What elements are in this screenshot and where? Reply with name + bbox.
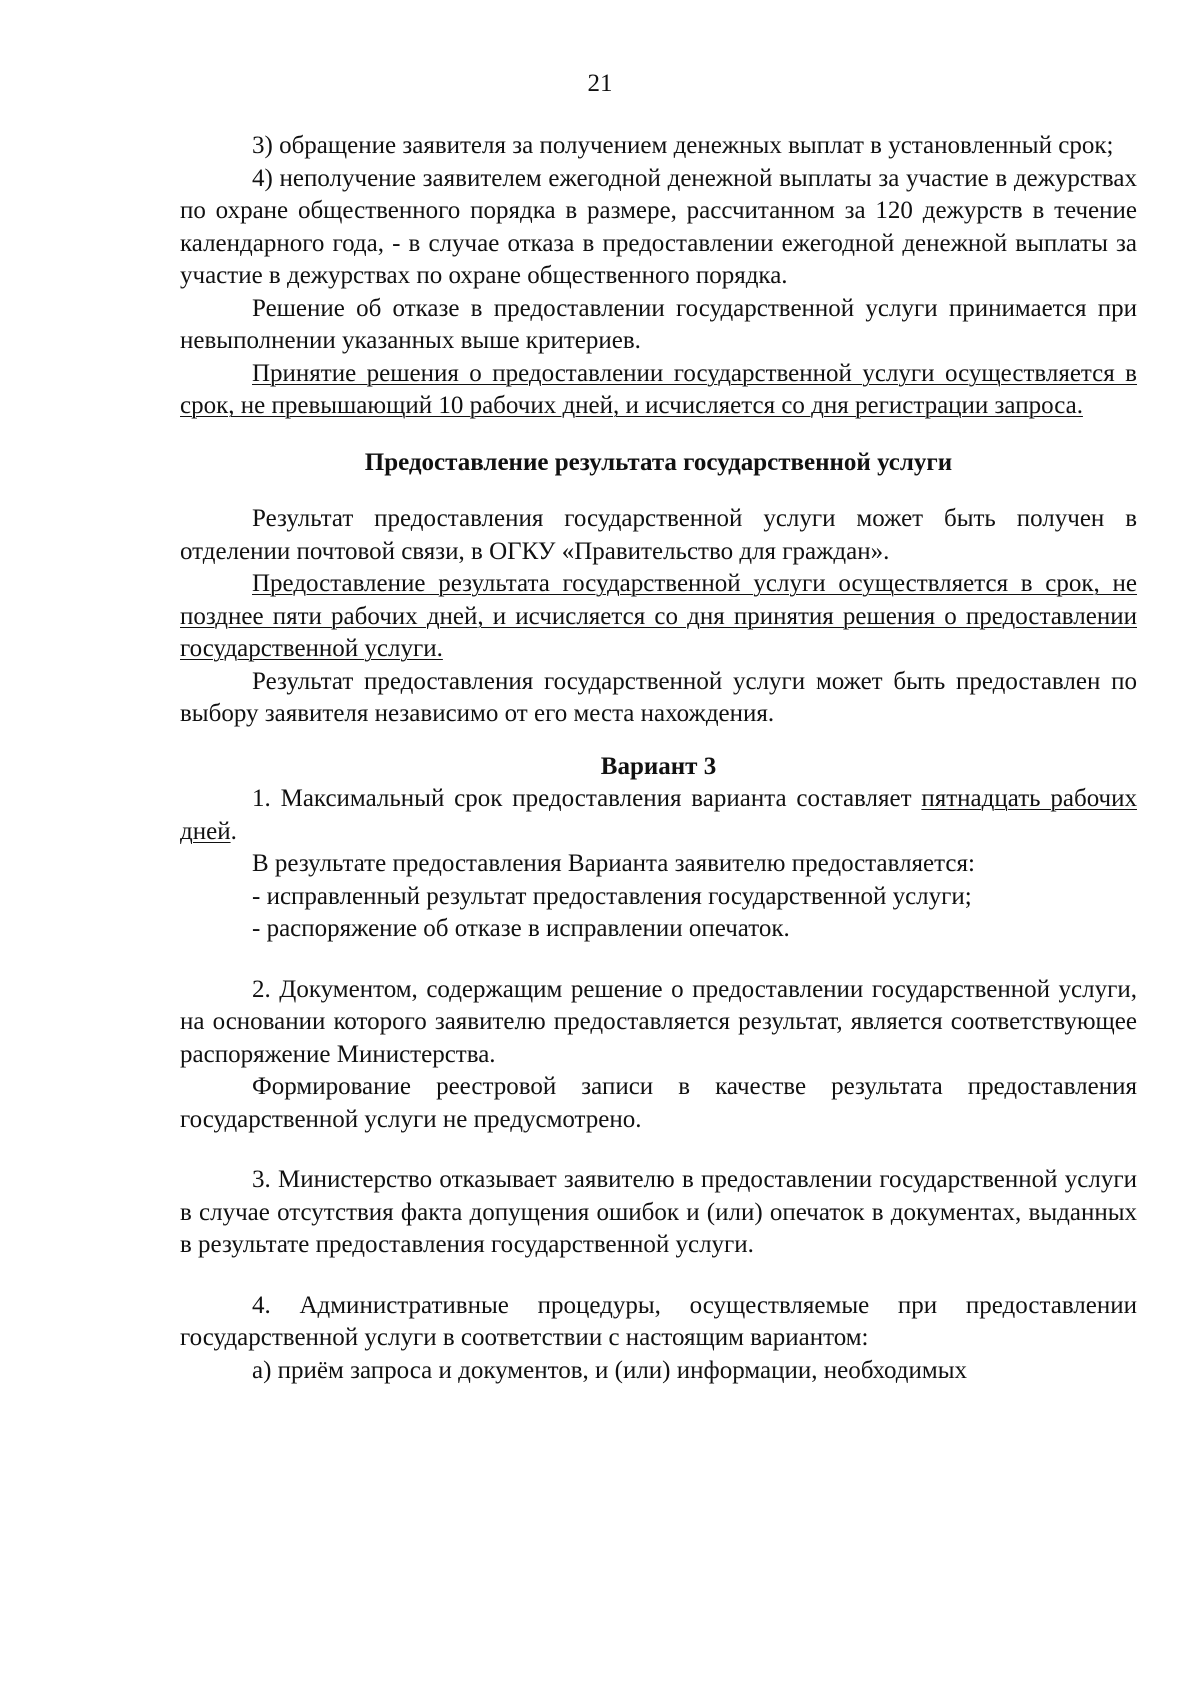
- paragraph-procedure-a: а) приём запроса и документов, и (или) информации, необходимых: [252, 1356, 968, 1384]
- section-heading-result: Предоставление результата государственной услуги: [364, 448, 953, 476]
- paragraph-max-term: [180, 783, 1137, 848]
- paragraph-decision-document: 2. Документом, содержащим решение о предоставлении государственной услуги, на основании которого заявителю предоставляется результат, является соответствующее распоряжение Министерства.: [180, 975, 1137, 1068]
- paragraph-result-location: Результат предоставления государственной услуги может быть предоставлен по выбору заявителя независимо от его места нахождения.: [180, 667, 1137, 727]
- section-heading-variant-3: Вариант 3: [600, 752, 717, 780]
- document-body: [180, 130, 1137, 1387]
- max-term-text: 1. Максимальный срок предоставления варианта составляет: [252, 785, 922, 812]
- paragraph-registry-record: Формирование реестровой записи в качестве результата предоставления государственной услуги не предусмотрено.: [180, 1073, 1137, 1133]
- max-term-days: пятнадцать рабочих дней: [180, 785, 1137, 845]
- paragraph-variant-result-intro: В результате предоставления Варианта заявителю предоставляется:: [252, 850, 975, 877]
- paragraph-decision-deadline: Принятие решения о предоставлении государственной услуги осуществляется в срок, не превышающий 10 рабочих дней, и исчисляется со дня регистрации запроса.: [180, 359, 1137, 419]
- paragraph-criterion-3: 3) обращение заявителя за получением денежных выплат в установленный срок;: [252, 132, 1114, 159]
- paragraph-refusal-decision: Решение об отказе в предоставлении государственной услуги принимается при невыполнении указанных выше критериев.: [180, 294, 1137, 354]
- list-item-corrected-result: - исправленный результат предоставления государственной услуги;: [252, 882, 972, 910]
- paragraph-admin-procedures: 4. Административные процедуры, осуществляемые при предоставлении государственной услуги в соответствии с настоящим вариантом:: [180, 1291, 1137, 1351]
- list-item-refusal-order: - распоряжение об отказе в исправлении опечаток.: [252, 915, 790, 942]
- paragraph-result-obtain: Результат предоставления государственной услуги может быть получен в отделении почтовой связи, в ОГКУ «Правительство для граждан».: [180, 505, 1137, 565]
- paragraph-ministry-refusal: 3. Министерство отказывает заявителю в предоставлении государственной услуги в случае отсутствия факта допущения ошибок и (или) опечаток в документах, выданных в результате предоставления государственной услуги.: [180, 1166, 1137, 1258]
- max-term-end: .: [230, 817, 237, 845]
- paragraph-criterion-4: 4) неполучение заявителем ежегодной денежной выплаты за участие в дежурствах по охране общественного порядка в размере, рассчитанном за 120 дежурств в течение календарного года, - в случае отказа в предоставлении ежегодной денежной выплаты за участие в дежурствах по охране общественного порядка.: [180, 164, 1137, 289]
- paragraph-result-deadline: Предоставление результата государственной услуги осуществляется в срок, не позднее пяти рабочих дней, и исчисляется со дня принятия решения о предоставлении государственной услуги.: [180, 570, 1137, 662]
- page-number: 21: [587, 70, 613, 97]
